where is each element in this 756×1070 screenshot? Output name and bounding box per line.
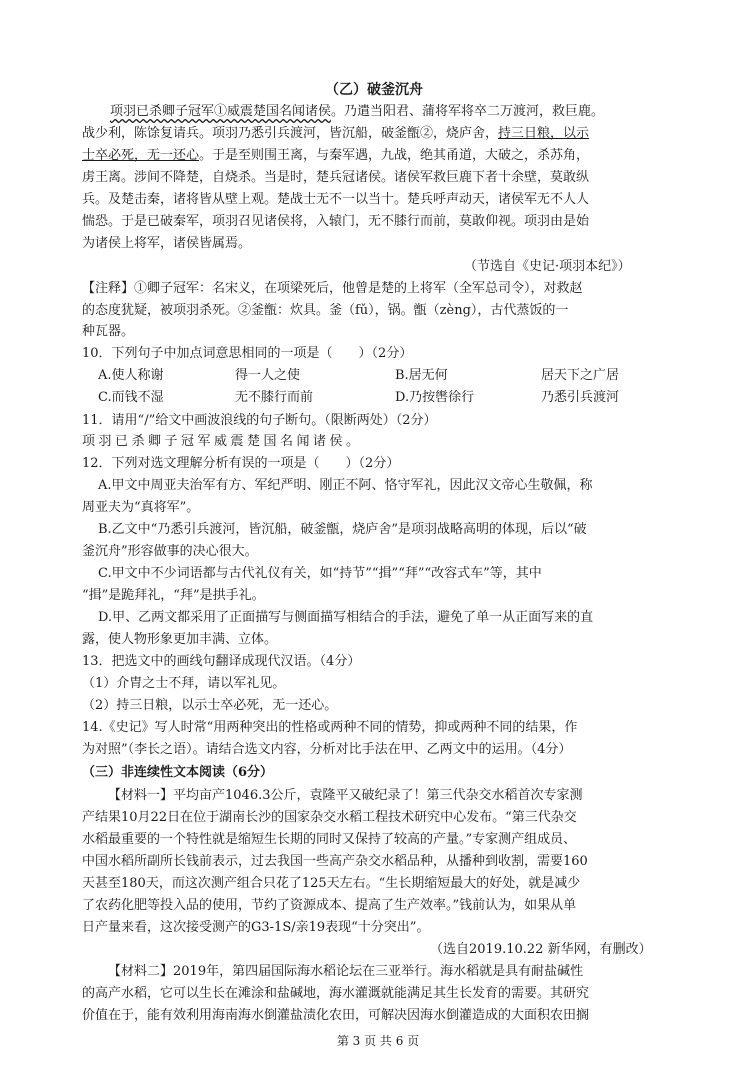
question-12-option: B.乙文中“乃悉引兵渡河，皆沉船，破釜甑，烧庐舍”是项羽战略高明的体现，后以“破 <box>98 522 587 537</box>
material-1-line: 【材料一】平均亩产1046.3公斤，袁隆平又破纪录了！第三代杂交水稻首次专家测 <box>108 788 583 803</box>
material-1-source: （选自2019.10.22 新华网，有删改） <box>430 942 652 957</box>
material-2-line: 【材料二】2019年，第四届国际海水稻论坛在三亚举行。海水稻就是具有耐盐碱性 <box>108 964 584 979</box>
question-12-option: C.甲文中不少词语都与古代礼仪有关，如“持节”“揖”“拜”“改容式车”等，其中 <box>98 566 542 581</box>
material-2-line: 的高产水稻，它可以生长在滩涂和盐碱地，海水灌溉就能满足其生长发育的需要。其研究 <box>82 986 590 1001</box>
question-13-stem: 13．把选文中的画线句翻译成现代汉语。（4分） <box>82 654 361 669</box>
passage-b-line: 项羽已杀卿子冠军①威震楚国名闻诸侯。乃遣当阳君、蒲将军将卒二万渡河，救巨鹿。 <box>110 104 605 119</box>
question-12-option-cont: “揖”是跪拜礼，“拜”是拱手礼。 <box>82 588 265 603</box>
option-b-compare: 居天下之广居 <box>541 368 620 383</box>
question-12-option: A.甲文中周亚夫治军有方、军纪严明、刚正不阿、恪守军礼，因此汉文帝心生敬佩，称 <box>98 478 593 493</box>
material-1-line: 天甚至180天，而这次测产组合只花了125天左右。“生长期缩短最大的好处，就是减少 <box>82 876 581 891</box>
question-12-stem: 12．下列对选文理解分析有误的一项是（ ）（2分） <box>82 456 400 471</box>
option-a: A.使人称谢 <box>98 368 164 383</box>
question-14-stem-cont: 为对照”（李长之语）。请结合选文内容，分析对比手法在甲、乙两文中的运用。（4分） <box>82 742 572 757</box>
question-12-option: D.甲、乙两文都采用了正面描写与侧面描写相结合的手法，避免了单一从正面写来的直 <box>98 610 594 625</box>
question-13-item: （2）持三日粮，以示士卒必死，无一还心。 <box>82 698 338 713</box>
annotation-line: 的态度犹疑，被项羽杀死。②釜甑：炊具。釜（fǔ），锅。甑（zèng），古代蒸饭的一 <box>82 303 569 318</box>
annotation-line: 【注释】①卿子冠军：名宋义，在项梁死后，他曾是楚的上将军（全军总司令），对救赵 <box>82 281 583 296</box>
question-10-stem: 10．下列句子中加点词意思相同的一项是（ ）（2分） <box>82 346 413 361</box>
option-a-compare: 得一人之使 <box>235 368 301 383</box>
underlined-sentence: 持三日粮，以示 <box>498 126 590 141</box>
passage-b-line: 虏王离。涉间不降楚，自烧杀。当是时，楚兵冠诸侯。诸侯军救巨鹿下者十余壁，莫敢纵 <box>82 170 590 185</box>
passage-b-line: 惴恐。于是已破秦军，项羽召见诸侯将，入辕门，无不膝行而前，莫敢仰视。项羽由是始 <box>82 214 590 229</box>
question-11-sentence: 项羽已杀卿子冠军威震楚国名闻诸侯。 <box>82 434 363 449</box>
passage-b-line: 士卒必死，无一还心。于是至则围王离，与秦军遇，九战，绝其甬道，大破之，杀苏角， <box>82 148 590 163</box>
question-12-option-cont: 露，使人物形象更加丰满、立体。 <box>82 632 278 647</box>
question-12-option-cont: 釜沉舟”形容做事的决心很大。 <box>82 544 258 559</box>
annotation-line: 种瓦器。 <box>82 324 135 339</box>
section-3-title: （三）非连续性文本阅读（6分） <box>82 765 274 780</box>
underlined-sentence: 士卒必死，无一还心 <box>82 148 200 163</box>
material-1-line: 水稻最重要的一个特性就是缩短生长期的同时又保持了较高的产量。”专家测产组成员、 <box>82 832 577 847</box>
material-1-line: 中国水稻所副所长钱前表示，过去我国一些高产杂交水稻品种，从播种到收割，需要160 <box>82 854 588 869</box>
option-c-compare: 无不膝行而前 <box>235 390 314 405</box>
passage-b-line: 兵。及楚击秦，诸将皆从壁上观。楚战士无不一以当十。楚兵呼声动天，诸侯军无不人人 <box>82 192 590 207</box>
source-citation: （节选自《史记·项羽本纪》） <box>464 259 631 274</box>
option-b: B.居无何 <box>395 368 448 383</box>
passage-b-line: 战少利，陈馀复请兵。项羽乃悉引兵渡河，皆沉船，破釜甑②，烧庐舍，持三日粮，以示 <box>82 126 590 141</box>
section-b-title: （乙）破釜沉舟 <box>325 82 423 98</box>
option-d-compare: 乃悉引兵渡河 <box>541 390 620 405</box>
option-d: D.乃按辔徐行 <box>395 390 475 405</box>
option-c: C.而钱不湿 <box>98 390 164 405</box>
material-2-line: 价值在于，能有效利用海南海水倒灌盐渍化农田，可解决因海水倒灌造成的大面积农田搁 <box>82 1008 590 1023</box>
page-footer: 第 3 页 共 6 页 <box>336 1034 420 1048</box>
question-12-option-cont: 周亚夫为“真将军”。 <box>82 500 200 515</box>
wavy-underlined-sentence: 项羽已杀卿子冠军①威震楚国名闻诸侯 <box>110 104 332 119</box>
material-1-line: 日产量来看，这次接受测产的G3-1S/亲19表现“十分突出”。 <box>82 920 430 935</box>
passage-b-line: 为诸侯上将军，诸侯皆属焉。 <box>82 236 252 251</box>
question-13-item: （1）介胄之士不拜，请以军礼见。 <box>82 676 286 691</box>
material-1-line: 产结果10月22日在位于湖南长沙的国家杂交水稻工程技术研究中心发布。“第三代杂交 <box>82 810 577 825</box>
question-14-stem: 14.《史记》写人时常“用两种突出的性格或两种不同的情势，抑或两种不同的结果，作 <box>82 720 578 735</box>
question-11-stem: 11．请用“/”给文中画波浪线的句子断句。（限断两处）（2分） <box>82 413 437 428</box>
material-1-line: 了农药化肥等投入品的使用，节约了资源成本、提高了生产效率。”钱前认为，如果从单 <box>82 898 577 913</box>
